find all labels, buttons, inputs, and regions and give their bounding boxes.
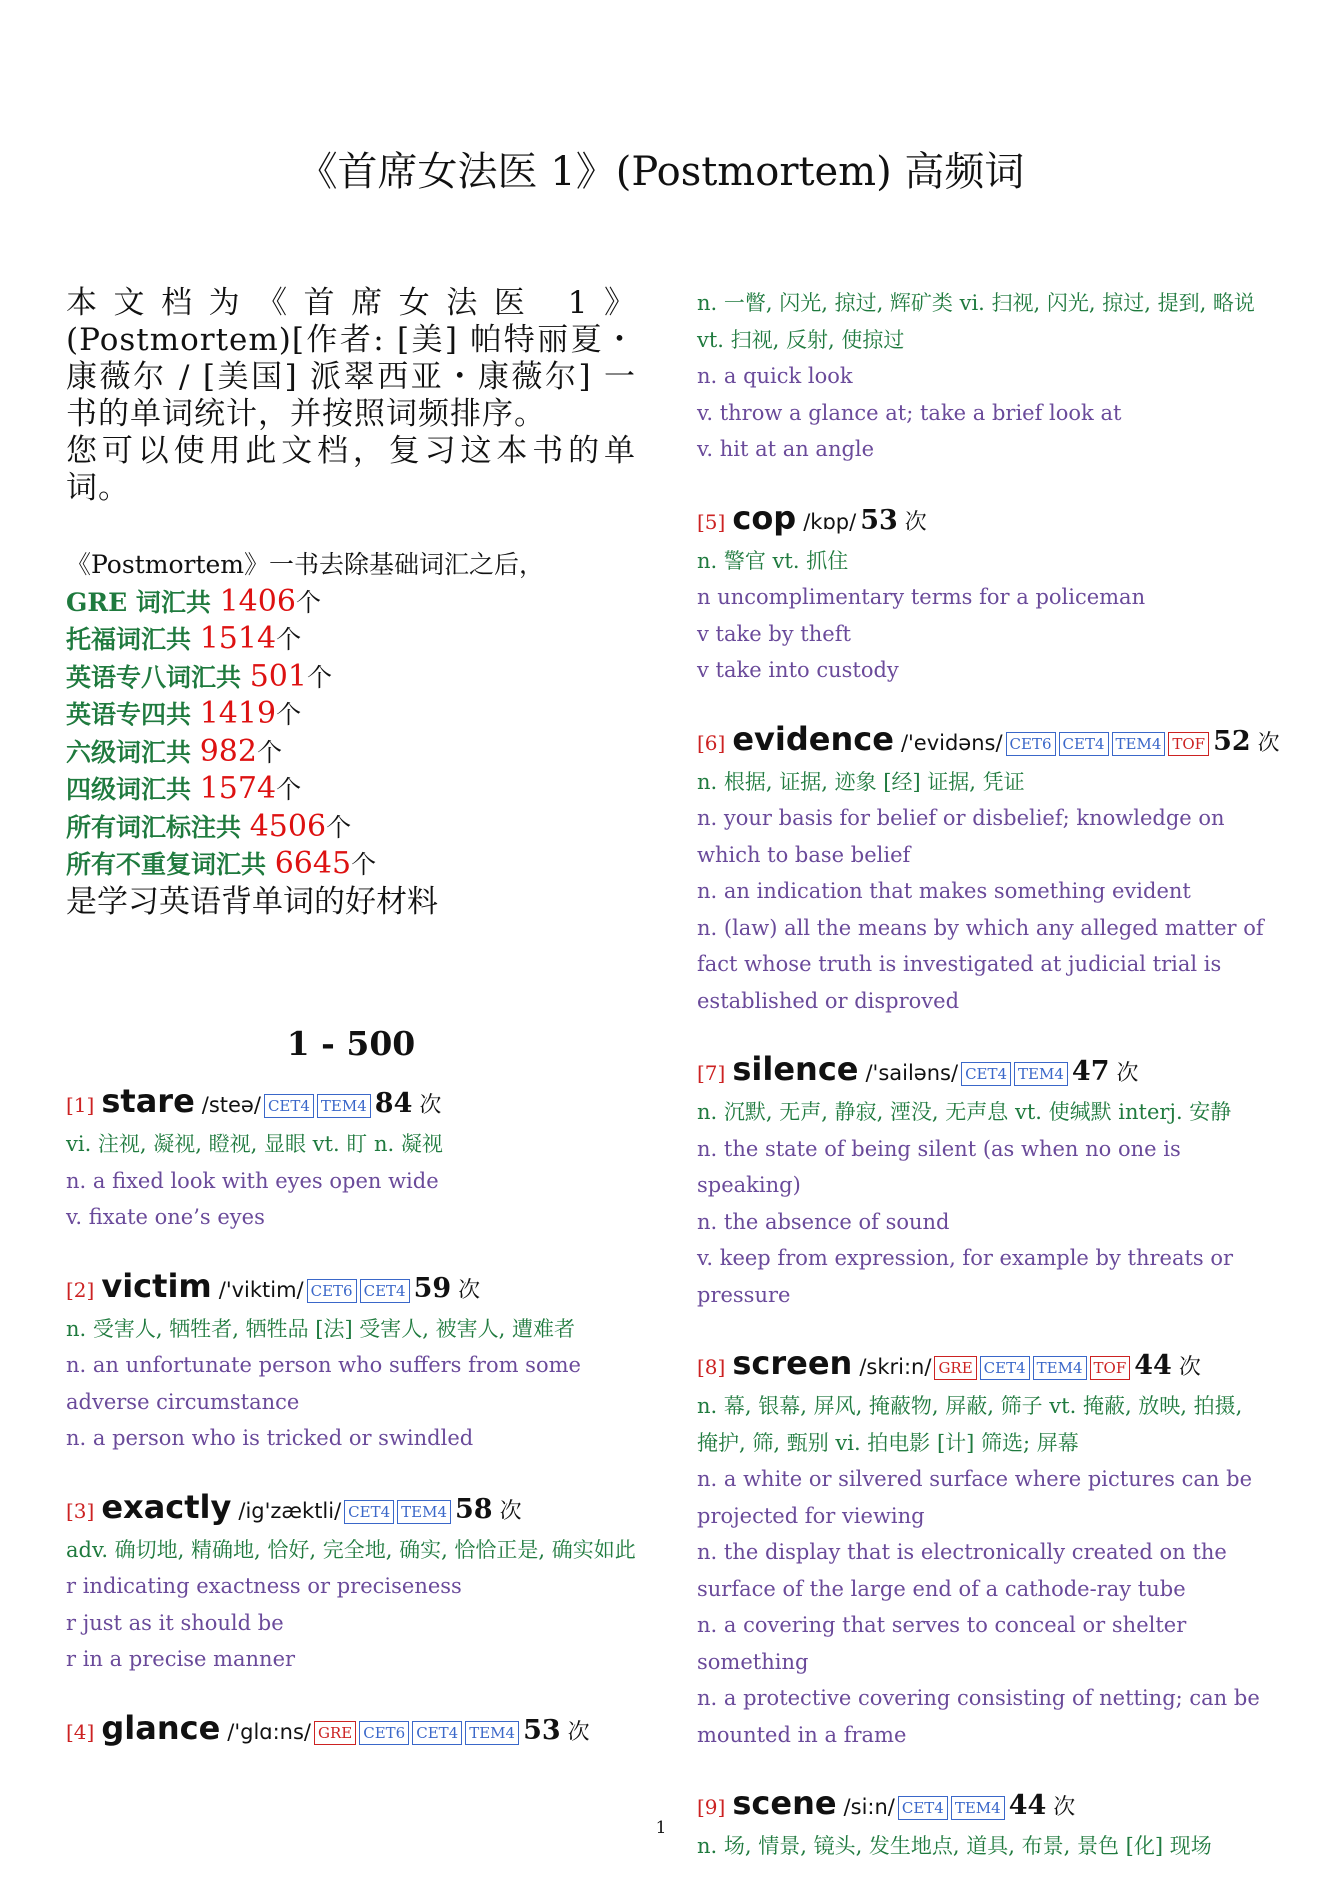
definition-en: n. a fixed look with eyes open wide — [66, 1168, 439, 1193]
frequency-unit: 次 — [1178, 1355, 1201, 1380]
definition-en: v take by theft — [697, 621, 851, 646]
stats-label: 英语专八词汇共 — [66, 662, 250, 692]
stats-row — [66, 809, 636, 847]
stats-row — [66, 846, 636, 884]
intro-line-1: 本文档为《首席女法医 1》(Postmortem)[作者: [美] 帕特丽夏・康薇尔 / [美国] 派翠西亚・康薇尔] 一书的单词统计，并按照词频排序。 — [66, 285, 636, 432]
stats-row — [66, 696, 636, 734]
exam-tag: TEM4 — [1112, 732, 1166, 756]
headword: silence — [732, 1050, 859, 1088]
frequency-count: 84 — [374, 1088, 413, 1119]
exam-tag: CET4 — [980, 1356, 1030, 1380]
frequency-count: 47 — [1071, 1056, 1110, 1087]
phonetic: /steə/ — [201, 1093, 261, 1117]
exam-tag: GRE — [934, 1356, 976, 1380]
page-number: 1 — [655, 1818, 667, 1838]
definition-cn: n. 一瞥, 闪光, 掠过, 辉矿类 vi. 扫视, 闪光, 掠过, 提到, 略说 vt. 扫视, 反射, 使掠过 — [697, 291, 1255, 352]
intro-paragraph — [66, 285, 636, 507]
phonetic: /'sailəns/ — [865, 1061, 959, 1085]
stats-unit: 个 — [276, 700, 302, 729]
headword: evidence — [732, 719, 894, 758]
entry-index: [6] — [697, 730, 726, 755]
entry-head — [697, 1343, 1267, 1388]
frequency-count: 53 — [860, 504, 898, 536]
stats-unit: 个 — [276, 625, 302, 654]
stats-label: 四级词汇共 — [66, 775, 200, 804]
stats-number: 6645 — [274, 846, 352, 881]
stats-label: 六级词汇共 — [66, 737, 200, 767]
definition-en: r just as it should be — [66, 1610, 284, 1635]
definition-en: v. throw a glance at; take a brief look at — [697, 400, 1122, 425]
range-heading: 1 - 500 — [286, 1024, 416, 1063]
definition-en: n. the absence of sound — [697, 1209, 950, 1234]
exam-tag: CET4 — [264, 1094, 314, 1118]
exam-tag: CET4 — [344, 1500, 394, 1524]
definition-en: v take into custody — [697, 658, 899, 682]
vocab-stats — [66, 547, 636, 920]
left-entry-list — [66, 1081, 636, 1753]
exam-tag: CET6 — [1006, 732, 1056, 756]
definition-en: n uncomplimentary terms for a policeman — [697, 585, 1146, 609]
entry-head — [697, 719, 1280, 764]
frequency-count: 52 — [1213, 725, 1251, 757]
stats-row — [66, 621, 636, 659]
stats-unit: 个 — [295, 587, 321, 617]
exam-tag: TEM4 — [1014, 1062, 1068, 1086]
frequency-count: 53 — [523, 1714, 561, 1746]
entry-head — [66, 1487, 636, 1532]
exam-tag: TOF — [1090, 1356, 1131, 1380]
exam-tag: TEM4 — [317, 1094, 371, 1118]
stats-unit: 个 — [256, 737, 282, 767]
exam-tag: CET4 — [360, 1279, 410, 1303]
definition-cn: n. 场, 情景, 镜头, 发生地点, 道具, 布景, 景色 [化] 现场 — [697, 1834, 1212, 1858]
frequency-unit: 次 — [458, 1277, 481, 1303]
stats-label: GRE 词汇共 — [66, 587, 220, 617]
frequency-unit: 次 — [1116, 1061, 1139, 1086]
frequency-count: 59 — [413, 1272, 452, 1304]
entry-index: [1] — [66, 1093, 95, 1117]
frequency-unit: 次 — [419, 1093, 442, 1118]
exam-tag: CET4 — [898, 1796, 948, 1820]
exam-tag: CET4 — [412, 1721, 462, 1745]
entry-index: [9] — [697, 1795, 726, 1819]
stats-number: 1514 — [199, 621, 277, 656]
stats-lead: 《Postmortem》一书去除基础词汇之后， — [66, 550, 544, 579]
definition-cn: vi. 注视, 凝视, 瞪视, 显眼 vt. 盯 n. 凝视 — [66, 1132, 443, 1156]
definition-en: v. hit at an angle — [697, 437, 875, 461]
definition-en: n. a person who is tricked or swindled — [66, 1426, 474, 1450]
exam-tag: TEM4 — [951, 1796, 1005, 1820]
definition-en: n. a protective covering consisting of netting; can be mounted in a frame — [697, 1686, 1260, 1747]
frequency-unit: 次 — [567, 1719, 590, 1745]
definition-en: r in a precise manner — [66, 1647, 296, 1671]
phonetic: /si:n/ — [843, 1795, 895, 1819]
definition-cn: n. 警官 vt. 抓住 — [697, 548, 849, 573]
stats-unit: 个 — [306, 662, 332, 692]
definition-cn: n. 沉默, 无声, 静寂, 湮没, 无声息 vt. 使缄默 interj. 安静 — [697, 1100, 1232, 1124]
entry-head — [66, 1266, 636, 1311]
headword: scene — [732, 1784, 837, 1822]
definition-en: r indicating exactness or preciseness — [66, 1574, 462, 1598]
definition-en: n. an indication that makes something evident — [697, 879, 1191, 903]
stats-number: 1419 — [199, 696, 277, 731]
word-entry — [66, 1487, 636, 1678]
entry-index: [3] — [66, 1498, 95, 1523]
entry-index: [4] — [66, 1719, 95, 1744]
entry-head — [697, 1049, 1267, 1094]
stats-unit: 个 — [276, 775, 302, 804]
phonetic: /skri:n/ — [859, 1355, 932, 1379]
definition-en: v. keep from expression, for example by threats or pressure — [697, 1246, 1234, 1307]
stats-row — [66, 734, 636, 772]
entry-index: [2] — [66, 1277, 95, 1302]
exam-tag: CET6 — [359, 1721, 409, 1745]
exam-tag: TEM4 — [1033, 1356, 1087, 1380]
definition-en: n. an unfortunate person who suffers from some adverse circumstance — [66, 1353, 581, 1414]
definition-cn: n. 幕, 银幕, 屏风, 掩蔽物, 屏蔽, 筛子 vt. 掩蔽, 放映, 拍摄, 掩护, 筛, 甄别 vi. 拍电影 [计] 筛选; 屏幕 — [697, 1394, 1243, 1455]
headword: exactly — [101, 1487, 232, 1526]
exam-tag: TOF — [1168, 732, 1209, 756]
entry-index: [7] — [697, 1061, 726, 1085]
definition-en: n. a covering that serves to conceal or shelter something — [697, 1613, 1187, 1674]
right-entry-list — [697, 285, 1280, 1865]
definition-en: n. your basis for belief or disbelief; knowledge on which to base belief — [697, 806, 1225, 867]
word-entry — [697, 719, 1280, 1020]
stats-unit: 个 — [351, 850, 377, 879]
word-entry — [66, 1081, 636, 1236]
phonetic: /ig'zæktli/ — [238, 1498, 342, 1523]
stats-label: 托福词汇共 — [66, 625, 200, 654]
headword: glance — [101, 1708, 221, 1747]
frequency-count: 44 — [1134, 1350, 1172, 1381]
headword: screen — [732, 1344, 853, 1382]
frequency-count: 58 — [455, 1493, 493, 1525]
definition-en: n. (law) all the means by which any alleged matter of fact whose truth is investigated at judicial trial is established or disproved — [697, 915, 1264, 1013]
stats-label: 英语专四共 — [66, 700, 200, 729]
word-entry — [66, 1708, 636, 1753]
frequency-unit: 次 — [1257, 730, 1280, 756]
headword: stare — [101, 1082, 195, 1120]
entry-head — [66, 1081, 636, 1126]
definition-en: n. a white or silvered surface where pictures can be projected for viewing — [697, 1467, 1252, 1528]
stats-row — [66, 771, 636, 809]
stats-closing: 是学习英语背单词的好材料 — [66, 883, 438, 920]
entry-index: [5] — [697, 509, 726, 534]
frequency-unit: 次 — [499, 1498, 522, 1524]
stats-label: 所有词汇标注共 — [66, 812, 250, 842]
stats-number: 4506 — [249, 808, 327, 844]
phonetic: /'viktim/ — [218, 1277, 304, 1302]
entry-head — [66, 1708, 636, 1753]
word-entry — [697, 1343, 1267, 1753]
frequency-count: 44 — [1008, 1790, 1047, 1821]
phonetic: /kɒp/ — [803, 509, 857, 534]
definition-cn: n. 受害人, 牺牲者, 牺牲品 [法] 受害人, 被害人, 遭难者 — [66, 1316, 576, 1341]
word-entry — [697, 285, 1267, 468]
definition-en: n. the display that is electronically created on the surface of the large end of a cathode-ray tube — [697, 1540, 1227, 1601]
definition-en: n. the state of being silent (as when no one is speaking) — [697, 1136, 1181, 1197]
phonetic: /'evidəns/ — [900, 730, 1003, 755]
stats-row — [66, 659, 636, 697]
intro-line-2: 您可以使用此文档，复习这本书的单词。 — [66, 433, 636, 506]
left-column — [66, 285, 636, 1753]
definition-en: n. a quick look — [697, 364, 853, 388]
exam-tag: CET4 — [1059, 732, 1109, 756]
entry-head — [697, 498, 1267, 543]
right-column — [697, 285, 1280, 1895]
definition-en: v. fixate one’s eyes — [66, 1205, 265, 1229]
definition-cn: adv. 确切地, 精确地, 恰好, 完全地, 确实, 恰恰正是, 确实如此 — [66, 1537, 636, 1562]
entry-index: [8] — [697, 1355, 726, 1379]
phonetic: /'glɑ:ns/ — [227, 1719, 312, 1744]
word-entry — [697, 498, 1267, 689]
exam-tag: CET6 — [307, 1279, 357, 1303]
exam-tag: GRE — [314, 1721, 356, 1745]
frequency-unit: 次 — [1053, 1795, 1076, 1820]
page-title: 《首席女法医 1》(Postmortem) 高频词 — [297, 149, 1025, 195]
stats-unit: 个 — [326, 812, 352, 842]
exam-tag: TEM4 — [397, 1500, 451, 1524]
exam-tag: CET4 — [961, 1062, 1011, 1086]
exam-tag: TEM4 — [465, 1721, 519, 1745]
definition-cn: n. 根据, 证据, 迹象 [经] 证据, 凭证 — [697, 769, 1025, 794]
headword: victim — [101, 1266, 212, 1305]
headword: cop — [732, 498, 797, 537]
stats-number: 501 — [249, 658, 307, 694]
word-entry — [697, 1049, 1267, 1313]
stats-label: 所有不重复词汇共 — [66, 850, 275, 879]
word-entry — [66, 1266, 636, 1457]
stats-number: 1406 — [219, 583, 296, 619]
frequency-unit: 次 — [904, 509, 927, 535]
stats-number: 1574 — [199, 771, 277, 806]
stats-number: 982 — [199, 733, 257, 769]
stats-row — [66, 584, 636, 622]
